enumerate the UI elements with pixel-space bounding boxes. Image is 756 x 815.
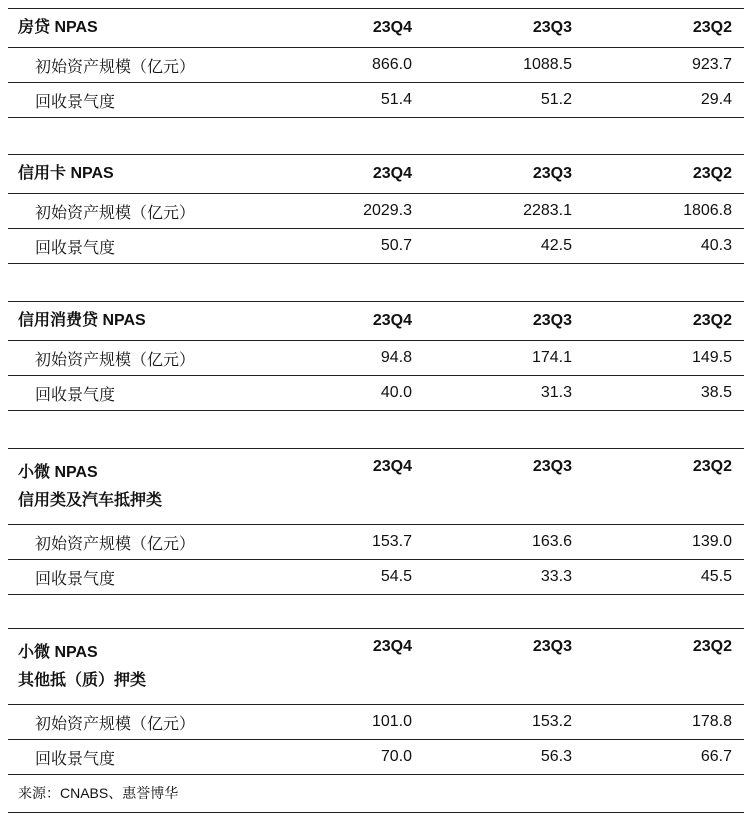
cell-value: 40.3	[584, 229, 744, 264]
cell-value: 42.5	[424, 229, 584, 264]
table-row	[8, 48, 744, 83]
table-row	[8, 83, 744, 118]
cell-value: 56.3	[424, 740, 584, 775]
cell-value: 54.5	[264, 560, 424, 595]
section-title-line: 小微 NPAS	[18, 643, 98, 661]
section-title-line: 信用类及汽车抵押类	[18, 491, 163, 509]
row-label: 回收景气度	[8, 560, 264, 595]
cell-value: 1088.5	[424, 48, 584, 83]
table-row	[8, 229, 744, 264]
cell-value: 33.3	[424, 560, 584, 595]
cell-value: 923.7	[584, 48, 744, 83]
cell-value: 70.0	[264, 740, 424, 775]
cell-value: 50.7	[264, 229, 424, 264]
cell-value: 40.0	[264, 376, 424, 411]
section-title: 信用卡 NPAS	[8, 155, 264, 194]
cell-value: 2283.1	[424, 194, 584, 229]
section-small-micro-other-collateral-npas	[8, 628, 744, 775]
table-row	[8, 376, 744, 411]
section-spacer	[8, 118, 744, 154]
section-title	[8, 449, 264, 525]
npas-table	[8, 8, 744, 813]
table-row	[8, 705, 744, 740]
section-spacer	[8, 264, 744, 301]
cell-value: 178.8	[584, 705, 744, 740]
section-title	[8, 629, 264, 705]
source-note: 来源：CNABS、惠誉博华	[8, 775, 744, 813]
section-title-line: 小微 NPAS	[18, 463, 98, 481]
section-header	[8, 155, 744, 194]
cell-value: 866.0	[264, 48, 424, 83]
cell-value: 51.4	[264, 83, 424, 118]
section-small-micro-credit-auto-npas	[8, 448, 744, 595]
row-label: 初始资产规模（亿元）	[8, 525, 264, 560]
cell-value: 38.5	[584, 376, 744, 411]
cell-value: 1806.8	[584, 194, 744, 229]
row-label: 回收景气度	[8, 376, 264, 411]
quarter-header: 23Q4	[264, 449, 424, 525]
cell-value: 149.5	[584, 341, 744, 376]
cell-value: 31.3	[424, 376, 584, 411]
section-header	[8, 629, 744, 705]
table-row	[8, 194, 744, 229]
quarter-header: 23Q3	[424, 629, 584, 705]
section-title: 信用消费贷 NPAS	[8, 302, 264, 341]
quarter-header: 23Q4	[264, 155, 424, 194]
cell-value: 139.0	[584, 525, 744, 560]
table-row	[8, 341, 744, 376]
quarter-header: 23Q2	[584, 449, 744, 525]
cell-value: 51.2	[424, 83, 584, 118]
quarter-header: 23Q3	[424, 302, 584, 341]
quarter-header: 23Q3	[424, 9, 584, 48]
quarter-header: 23Q2	[584, 155, 744, 194]
quarter-header: 23Q3	[424, 449, 584, 525]
cell-value: 101.0	[264, 705, 424, 740]
quarter-header: 23Q2	[584, 629, 744, 705]
cell-value: 45.5	[584, 560, 744, 595]
quarter-header: 23Q2	[584, 9, 744, 48]
cell-value: 163.6	[424, 525, 584, 560]
cell-value: 153.7	[264, 525, 424, 560]
row-label: 回收景气度	[8, 229, 264, 264]
quarter-header: 23Q4	[264, 302, 424, 341]
row-label: 初始资产规模（亿元）	[8, 341, 264, 376]
section-title-line: 其他抵（质）押类	[18, 671, 147, 689]
section-consumer-loan-npas	[8, 301, 744, 411]
table-row	[8, 525, 744, 560]
cell-value: 174.1	[424, 341, 584, 376]
section-header	[8, 302, 744, 341]
row-label: 初始资产规模（亿元）	[8, 194, 264, 229]
row-label: 回收景气度	[8, 740, 264, 775]
quarter-header: 23Q3	[424, 155, 584, 194]
table-row	[8, 740, 744, 775]
cell-value: 2029.3	[264, 194, 424, 229]
row-label: 回收景气度	[8, 83, 264, 118]
quarter-header: 23Q4	[264, 9, 424, 48]
section-mortgage-npas	[8, 8, 744, 118]
section-title: 房贷 NPAS	[8, 9, 264, 48]
table-row	[8, 560, 744, 595]
cell-value: 153.2	[424, 705, 584, 740]
quarter-header: 23Q2	[584, 302, 744, 341]
row-label: 初始资产规模（亿元）	[8, 48, 264, 83]
cell-value: 29.4	[584, 83, 744, 118]
row-label: 初始资产规模（亿元）	[8, 705, 264, 740]
cell-value: 94.8	[264, 341, 424, 376]
quarter-header: 23Q4	[264, 629, 424, 705]
section-spacer	[8, 411, 744, 448]
section-header	[8, 9, 744, 48]
section-header	[8, 449, 744, 525]
cell-value: 66.7	[584, 740, 744, 775]
section-credit-card-npas	[8, 154, 744, 264]
section-spacer	[8, 595, 744, 628]
